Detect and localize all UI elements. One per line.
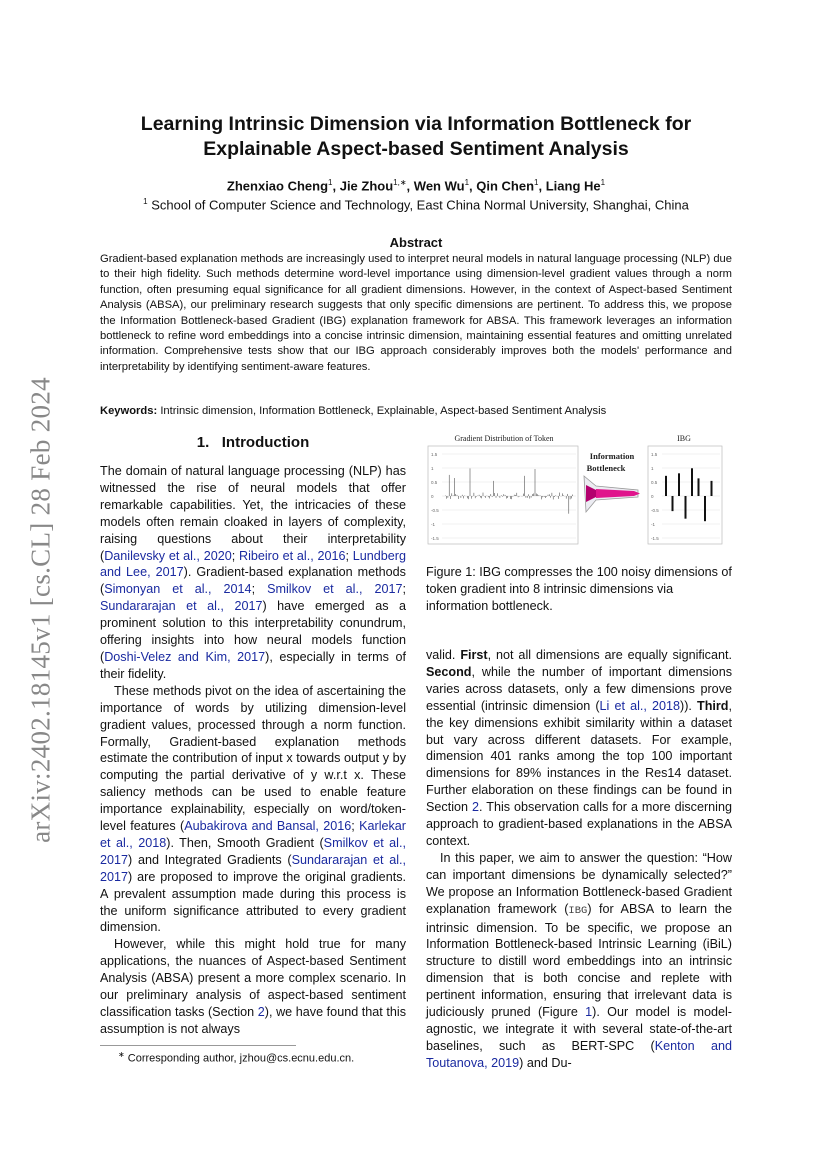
paper-title: Learning Intrinsic Dimension via Information Bottleneck for Explainable Aspect-based Sentiment Analysis	[140, 113, 692, 160]
affiliation: $^1$ School of Computer Science and Technology, East China Normal University, Shanghai, China	[143, 197, 689, 213]
paragraph: These methods pivot on the idea of ascertaining the importance of words by utilizing dimension-level gradient values, processed through a norm function. Formally, Gradient-based explanation methods estimate the contribution of input x towards output y by computing the partial derivative of y w.r.t x. These saliency methods can be used to enable feature importance explainability, especially on word/token-level features (Aubakirova and Bansal, 2016; Karlekar et al., 2018). Then, Smooth Gradient (Smilkov et al., 2017) and Integrated Gradients (Sundararajan et al., 2017) are proposed to improve the original gradients. A prevalent assumption made during this process is the uniform significance attributed to every gradient dimension.	[100, 683, 407, 935]
section-link[interactable]: 2	[471, 800, 479, 815]
citation-link[interactable]: Doshi-Velez and Kim, 2017	[104, 649, 266, 664]
citation-link[interactable]: Li et al., 2018	[599, 698, 680, 713]
citation-link[interactable]: Sundararajan et al., 2017	[100, 852, 407, 884]
tick-label: 1	[431, 466, 434, 471]
figure-left-panel	[428, 446, 578, 544]
tick-label: -0.5	[431, 508, 439, 513]
author-name: Zhenxiao Cheng	[226, 178, 329, 194]
citation-link[interactable]: Simonyan et al., 2014	[104, 582, 252, 597]
tick-label: -1.5	[431, 536, 439, 541]
arxiv-sidebar	[16, 370, 66, 850]
bottleneck-label: Information	[589, 451, 635, 461]
paragraph: The domain of natural language processing (NLP) has witnessed the rise of neural models that offer remarkable capabilities. Yet, the intricacies of these models often remain cloaked in layers of complexity, raising questions about their interpretability (Danilevsky et al., 2020; Ribeiro et al., 2016; Lundberg and Lee, 2017). Gradient-based explanation methods (Simonyan et al., 2014; Smilkov et al., 2017; Sundararajan et al., 2017) have emerged as a prominent solution to this interpretability conundrum, offering insights into how neural models function (Doshi-Velez and Kim, 2017), especially in terms of their fidelity.	[100, 464, 407, 681]
tick-label: -0.5	[651, 508, 659, 513]
figure-left-title: Gradient Distribution of Token	[454, 434, 554, 443]
citation-link[interactable]: Sundararajan et al., 2017	[100, 599, 263, 614]
author-name: Jie Zhou	[339, 178, 394, 194]
citation-link[interactable]: Ribeiro et al., 2016	[238, 548, 346, 563]
citation-link[interactable]: Smilkov et al., 2017	[267, 582, 403, 597]
citation-link[interactable]: Danilevsky et al., 2020	[104, 548, 232, 563]
keywords-label: Keywords:	[100, 405, 158, 417]
citation-link[interactable]: Kenton and Toutanova, 2019	[426, 1038, 732, 1070]
footnote: ∗ Corresponding author, jzhou@cs.ecnu.edu.cn.	[118, 1050, 355, 1065]
figure-caption: Figure 1: IBG compresses the 100 noisy dimensions of token gradient into 8 intrinsic dimensions via information bottleneck.	[426, 565, 732, 613]
figure-link[interactable]: 1	[585, 1005, 593, 1020]
tick-label: 0.5	[431, 480, 438, 485]
paragraph: valid. First, not all dimensions are equally significant. Second, while the number of important dimensions varies across datasets, only a few dimensions prove essential (intrinsic dimension (Li et al., 2018)). Third, the key dimensions exhibit similarity within a dataset but vary across different datasets. For example, dimension 401 ranks among the top 100 important dimensions for 89% instances in the Res14 dataset. Further elaboration on these findings can be found in Section 2. This observation calls for a more discerning approach to gradient-based explanations in the ABSA context.	[426, 648, 732, 848]
keywords-text: Intrinsic dimension, Information Bottleneck, Explainable, Aspect-based Sentiment Analysis	[160, 405, 607, 417]
arxiv-identifier: arXiv:2402.18145v1 [cs.CL] 28 Feb 2024	[25, 377, 56, 843]
column-left	[100, 463, 406, 1038]
author-name: Liang He	[545, 178, 601, 194]
abstract-heading: Abstract	[389, 235, 443, 250]
figure-right-title: IBG	[677, 434, 691, 443]
author-name: Wen Wu	[413, 178, 465, 194]
citation-link[interactable]: Lundberg and Lee, 2017	[100, 548, 406, 580]
author-list: Zhenxiao Cheng$^1$, Jie Zhou$^{1,∗}$, Wen Wu$^1$, Qin Chen$^1$, Liang He$^1$	[226, 178, 606, 194]
tick-label: 0	[651, 494, 654, 499]
keywords	[100, 405, 732, 417]
paragraph: However, while this might hold true for many applications, the nuances of Aspect-based Sentiment Analysis (ABSA) present a more complex scenario. In our preliminary analysis of aspect-based sentiment classification tasks (Section 2), we have found that this assumption is not always	[100, 937, 406, 1036]
ibg-code: IBG	[568, 904, 588, 917]
tick-label: 1.5	[431, 452, 438, 457]
paragraph: In this paper, we aim to answer the question: “How can important dimensions be dynamically selected?” We propose an Information Bottleneck-based Gradient explanation framework (IBG) for ABSA to learn the intrinsic dimension. To be specific, we propose an Information Bottleneck-based Intrinsic Learning (iBiL) structure to distill word embeddings into an intrinsic dimension that is both concise and replete with pertinent information, ensuring that irrelevant data is judiciously pruned (Figure 1). Our model is model-agnostic, we integrate it with several state-of-the-art baselines, such as BERT-SPC (Kenton and Toutanova, 2019) and Du-	[426, 850, 733, 1070]
column-right	[426, 647, 732, 1072]
bottleneck-label: Bottleneck	[586, 463, 626, 473]
section-link[interactable]: 2	[257, 1005, 265, 1019]
abstract-text: Gradient-based explanation methods are increasingly used to interpret neural models in natural language processing (NLP) due to their high fidelity. Such methods determine word-level importance using dimension-level gradient values through a norm function, often presuming equal significance for all gradient dimensions. However, in the context of Aspect-based Sentiment Analysis (ABSA), our preliminary research suggests that only specific dimensions are pertinent. To address this, we propose the Information Bottleneck-based Gradient (IBG) explanation framework for ABSA. This framework leverages an information bottleneck to refine word embeddings into a concise intrinsic dimension, maintaining essential features and omitting unrelated information. Comprehensive tests show that our IBG approach considerably improves both the models' performance and interpretability by identifying sentiment-aware features.	[100, 253, 732, 373]
tick-label: 1	[651, 466, 654, 471]
citation-link[interactable]: Karlekar et al., 2018	[100, 819, 406, 850]
tick-label: 1.5	[651, 452, 658, 457]
footnote-rule	[100, 1045, 296, 1046]
tick-label: -1.5	[651, 536, 659, 541]
tick-label: -1	[431, 522, 436, 527]
section-heading: 1. Introduction	[196, 434, 310, 451]
citation-link[interactable]: Aubakirova and Bansal, 2016	[184, 819, 352, 834]
author-name: Qin Chen	[476, 178, 535, 194]
tick-label: 0	[431, 494, 434, 499]
tick-label: 0.5	[651, 480, 658, 485]
citation-link[interactable]: Smilkov et al., 2017	[100, 835, 406, 867]
tick-label: -1	[651, 522, 656, 527]
figure-1	[426, 430, 736, 550]
